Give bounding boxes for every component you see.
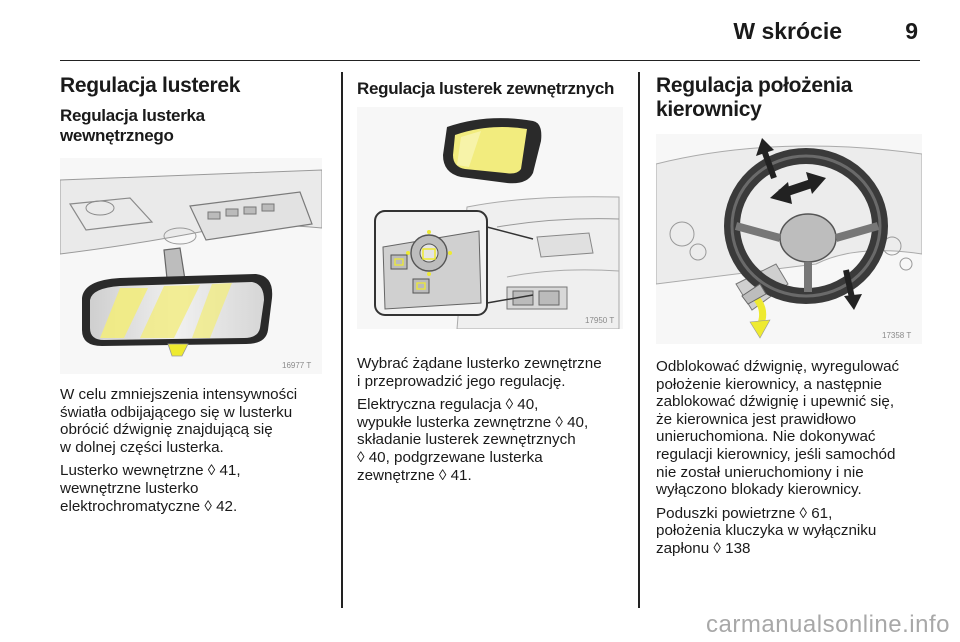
watermark: carmanualsonline.info [706,611,950,638]
paragraph-mirror-dimming: W celu zmniejszenia intensywności światła odbijającego się w lusterku obrócić dźwignię znajdującą się w dolnej części lusterka. [60,386,298,456]
heading-steering-wheel: Regulacja położenia kierownicy [656,74,853,121]
column-divider-1 [341,72,343,608]
subheading-interior-mirror: Regulacja lusterka wewnętrznego [60,106,205,145]
column-steering-wheel [656,74,926,564]
paragraph-select-mirror: Wybrać żądane lusterko zewnętrzne i przeprowadzić jego regulację. [357,355,602,390]
exterior-mirror-illustration [357,107,623,329]
figure-code: 17358 T [882,331,912,340]
heading-exterior-mirrors: Regulacja lusterek zewnętrznych [357,79,615,98]
paragraph-steering-adjust: Odblokować dźwignię, wyregulować położenie kierownicy, a następnie zablokować dźwignię i upewnić się, że kierownica jest prawidłowo unieruchomiona. Nie dokonywać regulacji kierownicy, jeśli samochód nie został unieruchomiony i nie wyłączono blokady kierownicy. [656,358,900,499]
figure-code: 17950 T [585,316,615,325]
figure-code: 16977 T [282,361,312,370]
main-heading: Regulacja lusterek [60,74,241,97]
page-header [60,14,920,61]
section-title: W skrócie [733,18,842,44]
page-number: 9 [905,18,918,44]
column-interior-mirror [60,74,328,521]
column-divider-2 [638,72,640,608]
paragraph-mirror-references: Lusterko wewnętrzne ◊ 41, wewnętrzne lusterko elektrochromatyczne ◊ 42. [60,462,241,515]
interior-mirror-illustration [60,158,322,374]
column-exterior-mirrors [357,74,627,490]
steering-wheel-illustration [656,134,922,344]
paragraph-steering-references: Poduszki powietrzne ◊ 61, położenia kluczyka w wyłączniku zapłonu ◊ 138 [656,504,877,557]
paragraph-exterior-references: Elektryczna regulacja ◊ 40, wypukłe lusterka zewnętrzne ◊ 40, składanie lusterek zewnętrznych ◊ 40, podgrzewane lusterka zewnętrzne ◊ 41. [357,396,589,484]
